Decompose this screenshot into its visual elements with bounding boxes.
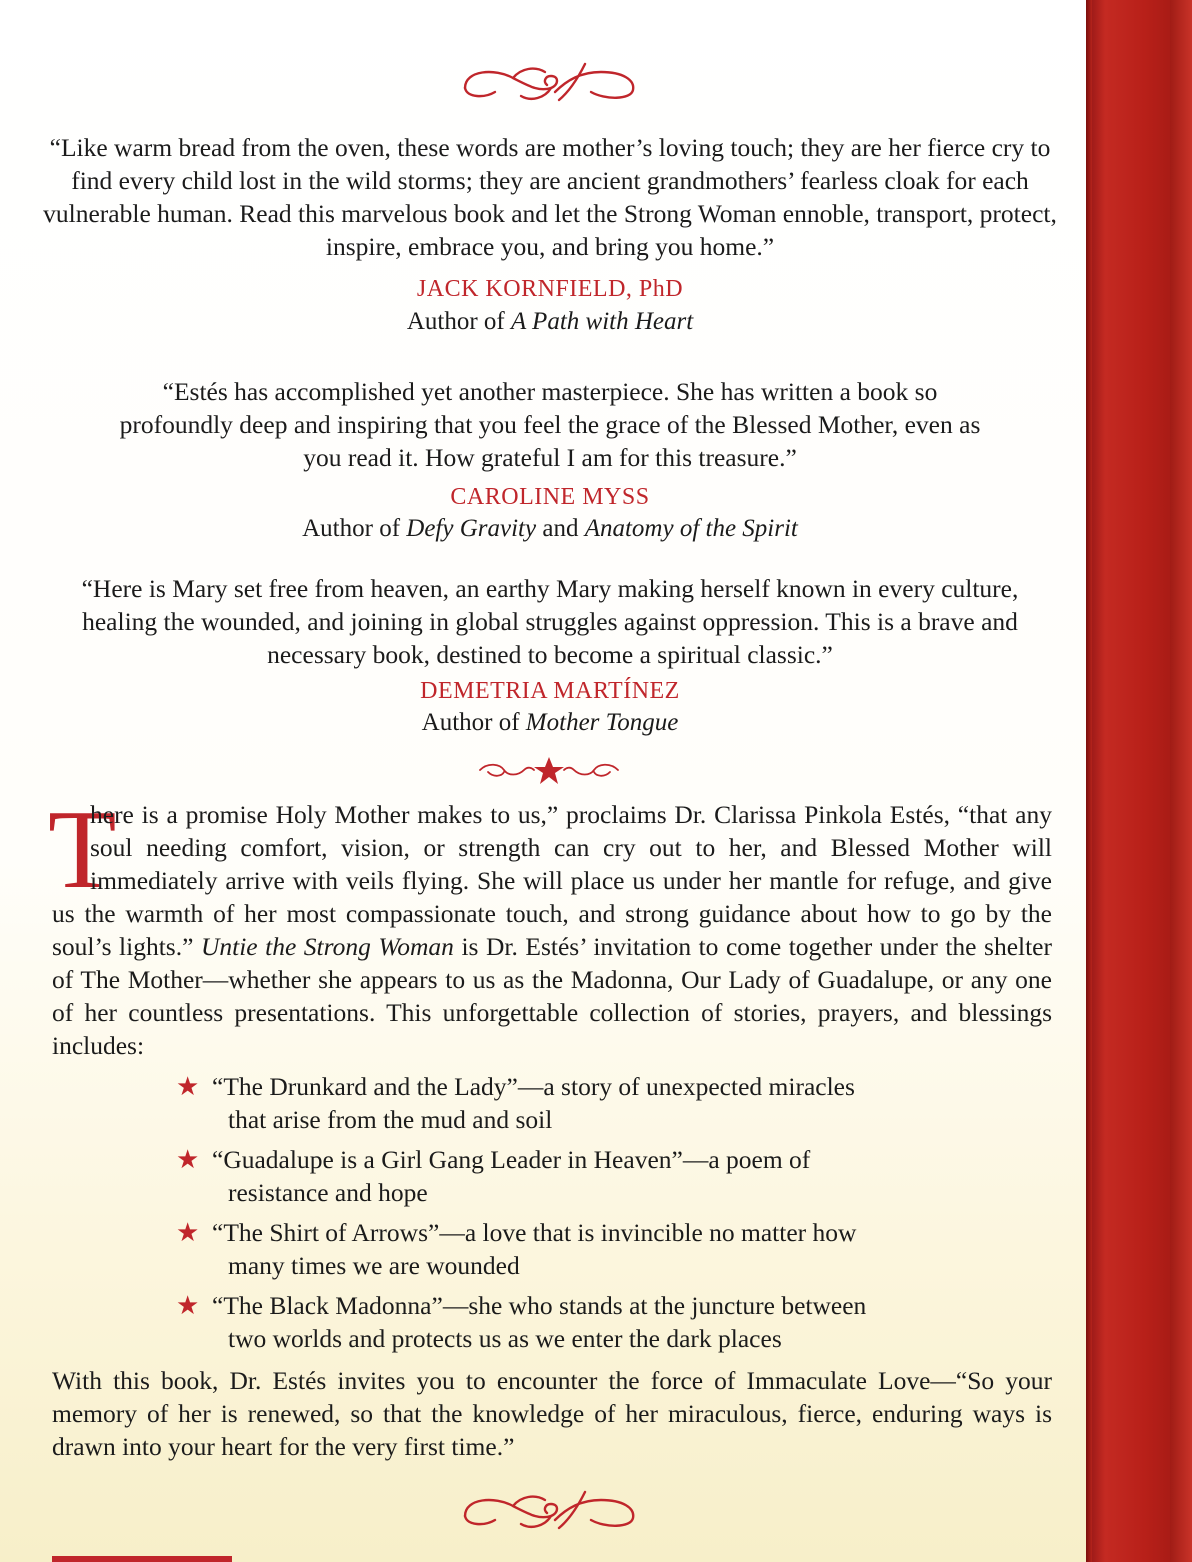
book-description: T here is a promise Holy Mother makes to us,” proclaims Dr. Clarissa Pinkola Estés, “that any soul needing comfort, vision, or strength can cry out to her, and Blessed Mother will immediately arrive with veils flying. She will place us under her mantle for refuge, and give us the warmth of her most compassionate touch, and strong guidance about how to go by the soul’s lights.” Untie the Strong Woman is Dr. Estés’ invitation to come together under the shelter of The Mother—whether she appears to us as the Madonna, Our Lady of Guadalupe, or any one of her countless presentations. This unforgettable collection of stories, prayers, and blessings includes:	[48, 788, 1052, 1060]
book-title: Mother Tongue	[525, 709, 679, 736]
red-spine-edge	[1086, 0, 1192, 1562]
endorsement-quote-3: “Here is Mary set free from heaven, an earthy Mary making herself known in every culture, healing the wounded, and joining in global struggles against oppression. This is a brave and necessary book, destined to become a spiritual classic.”	[81, 574, 1019, 669]
star-icon: ★	[176, 1291, 200, 1320]
endorser-credit-1: Author of A Path with Heart	[406, 308, 694, 335]
flourish-ornament-icon	[455, 1486, 645, 1534]
star-flourish-ornament-icon	[474, 754, 624, 786]
endorser-name-3: DEMETRIA MARTÍNEZ	[420, 678, 680, 704]
endorser-credit-2: Author of Defy Gravity and Anatomy of the Spirit	[302, 515, 798, 542]
contents-list	[176, 1070, 976, 1362]
endorsement-quote-2: “Estés has accomplished yet another masterpiece. She has written a book so profoundly deep and inspiring that you feel the grace of the Blessed Mother, even as you read it. How grateful I am for this treasure.”	[119, 377, 981, 472]
list-item: ★ “The Shirt of Arrows”—a love that is invincible no matter how many times we are wounded	[176, 1218, 857, 1280]
book-title: Defy Gravity	[406, 515, 537, 542]
list-item: ★ “The Black Madonna”—she who stands at the juncture between two worlds and protects us as we enter the dark places	[176, 1291, 867, 1353]
star-icon: ★	[176, 1218, 200, 1247]
list-item: ★ “Guadalupe is a Girl Gang Leader in Heaven”—a poem of resistance and hope	[176, 1145, 811, 1207]
star-icon: ★	[176, 1145, 200, 1174]
book-title: Untie the Strong Woman	[200, 932, 454, 961]
red-tab-bottom	[52, 1556, 232, 1562]
star-icon: ★	[176, 1072, 200, 1101]
book-title: A Path with Heart	[510, 308, 694, 335]
endorser-name-2: CAROLINE MYSS	[450, 484, 650, 510]
list-item: ★ “The Drunkard and the Lady”—a story of unexpected miracles that arise from the mud and soil	[176, 1072, 855, 1134]
drop-cap: T	[48, 788, 117, 912]
book-title: Anatomy of the Spirit	[584, 515, 798, 542]
endorser-name-1: JACK KORNFIELD, PhD	[416, 276, 684, 302]
endorsement-quote-1: “Like warm bread from the oven, these words are mother’s loving touch; they are her fierce cry to find every child lost in the wild storms; they are ancient grandmothers’ fearless cloak for each vulnerable human. Read this marvelous book and let the Strong Woman ennoble, transport, protect, inspire, embrace you, and bring you home.”	[43, 133, 1057, 261]
endorser-credit-3: Author of Mother Tongue	[421, 709, 679, 736]
flourish-ornament-icon	[455, 58, 645, 106]
closing-paragraph: With this book, Dr. Estés invites you to encounter the force of Immaculate Love—“So your memory of her is renewed, so that the knowledge of her miraculous, fierce, enduring ways is drawn into your heart for the very first time.”	[52, 1366, 1052, 1461]
